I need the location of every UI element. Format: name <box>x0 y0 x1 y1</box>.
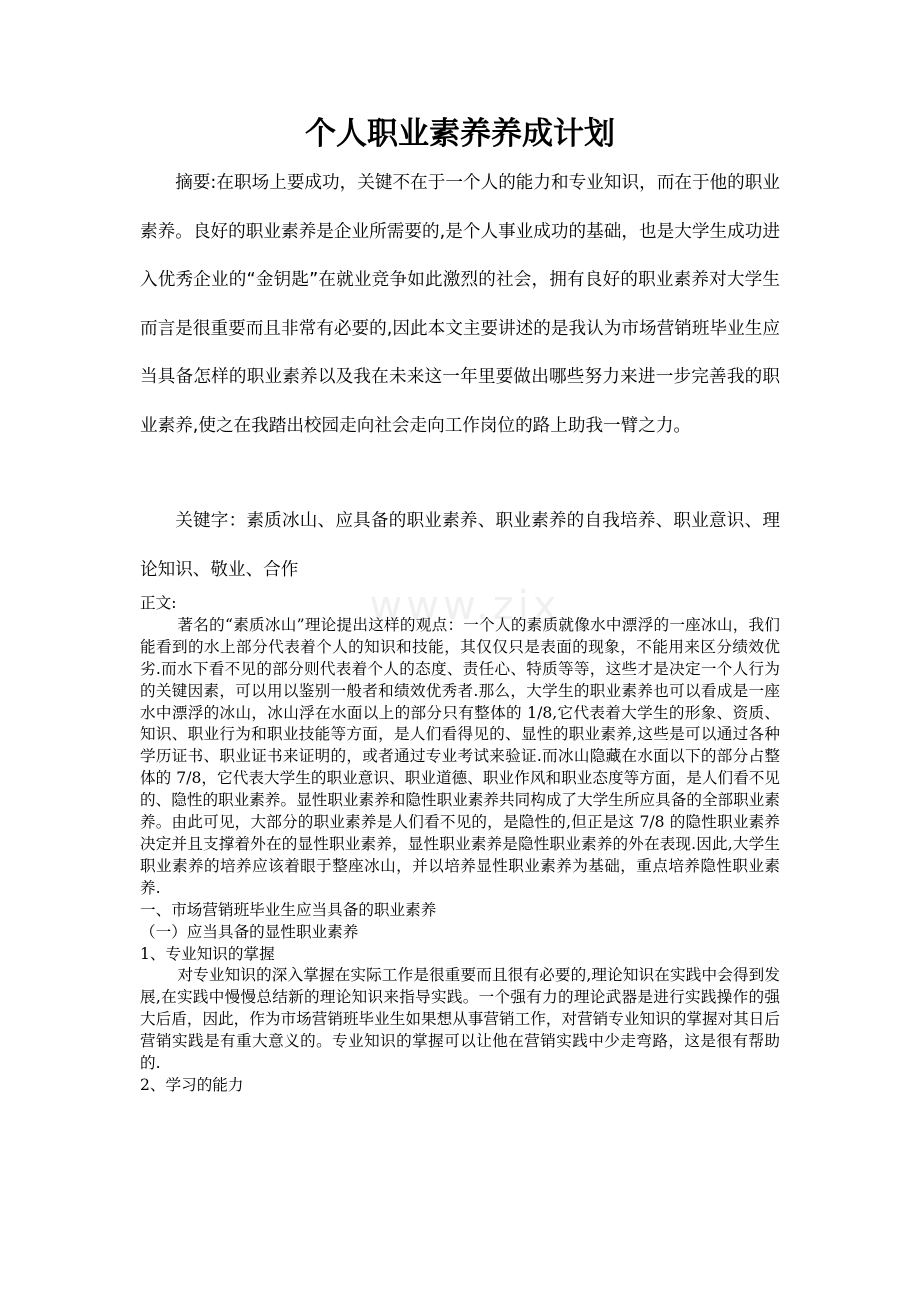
body-text <box>140 593 780 1097</box>
subsection-heading-1: （一）应当具备的显性职业素养 <box>140 922 359 941</box>
item-heading-2: 2、学习的能力 <box>140 1075 244 1094</box>
body-paragraph-1: 著名的“素质冰山”理论提出这样的观点：一个人的素质就像水中漂浮的一座冰山，我们能看到的水上部分代表着个人的知识和技能，其仅仅只是表面的现象，不能用来区分绩效优劣.而水下看不见的部分则代表着个人的态度、责任心、特质等等，这些才是决定一个人行为的关键因素，可以用以鉴别一般者和绩效优秀者.那么，大学生的职业素养也可以看成是一座水中漂浮的冰山，冰山浮在水面以上的部分只有整体的 1/8,它代表着大学生的形象、资质、知识、职业行为和职业技能等方面，是人们看得见的、显性的职业素养,这些是可以通过各种学历证书、职业证书来证明的，或者通过专业考试来验证.而冰山隐藏在水面以下的部分占整体的 7/8，它代表大学生的职业意识、职业道德、职业作风和职业态度等方面，是人们看不见的、隐性的职业素养。显性职业素养和隐性职业素养共同构成了大学生所应具备的全部职业素养。由此可见，大部分的职业素养是人们看不见的，是隐性的,但正是这 7/8 的隐性职业素养决定并且支撑着外在的显性职业素养，显性职业素养是隐性职业素养的外在表现.因此,大学生职业素养的培养应该着眼于整座冰山，并以培养显性职业素养为基础，重点培养隐性职业素养. <box>140 615 780 897</box>
item-heading-1: 1、专业知识的掌握 <box>140 944 275 963</box>
body-label: 正文: <box>140 594 177 612</box>
body-paragraph-2: 对专业知识的深入掌握在实际工作是很重要而且很有必要的,理论知识在实践中会得到发展,在实践中慢慢总结新的理论知识来指导实践。一个强有力的理论武器是进行实践操作的强大后盾，因此，作为市场营销班毕业生如果想从事营销工作，对营销专业知识的掌握对其日后营销实践是有重大意义的。专业知识的掌握可以让他在营销实践中少走弯路，这是很有帮助的. <box>140 966 780 1073</box>
keywords-paragraph: 关键字：素质冰山、应具备的职业素养、职业素养的自我培养、职业意识、理论知识、敬业、合作 <box>140 511 780 580</box>
abstract-paragraph: 摘要:在职场上要成功，关键不在于一个人的能力和专业知识，而在于他的职业素养。良好的职业素养是企业所需要的,是个人事业成功的基础，也是大学生成功进入优秀企业的“金钥匙”在就业竞争如此激烈的社会，拥有良好的职业素养对大学生而言是很重要而且非常有必要的,因此本文主要讲述的是我认为市场营销班毕业生应当具备怎样的职业素养以及我在未来这一年里要做出哪些努力来进一步完善我的职业素养,使之在我踏出校园走向社会走向工作岗位的路上助我一臂之力。 <box>140 173 780 436</box>
section-heading-1: 一、市场营销班毕业生应当具备的职业素养 <box>140 900 437 919</box>
watermark: www.zix <box>369 583 561 629</box>
page-title: 个人职业素养养成计划 <box>305 116 615 152</box>
